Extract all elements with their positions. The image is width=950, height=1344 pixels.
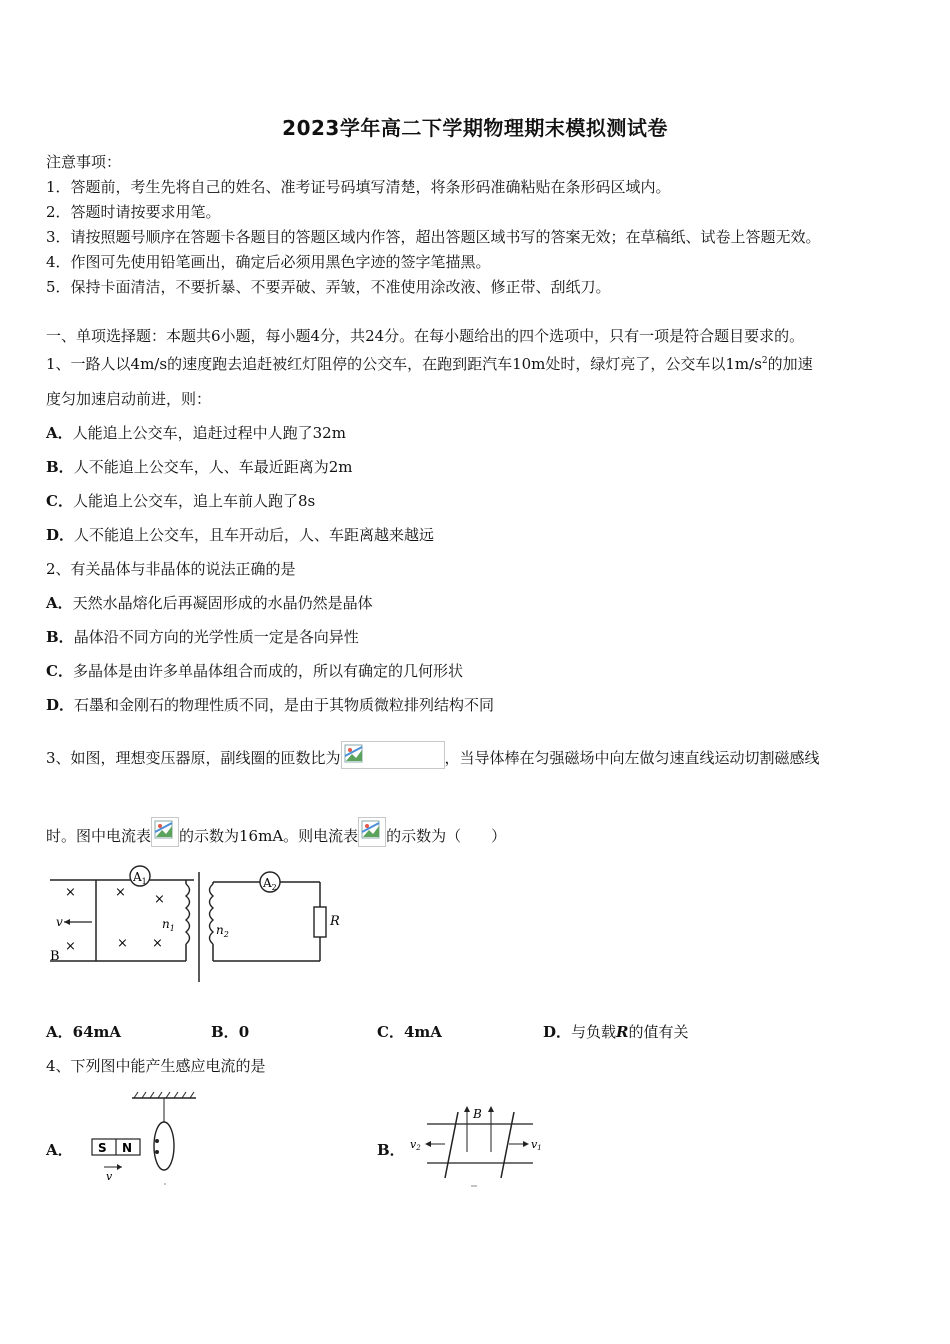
field-cross: × (154, 892, 165, 907)
q1-stem-cont: 度匀加速启动前进，则： (46, 390, 212, 408)
q1-option-c[interactable]: C．人能追上公交车，追上车前人跑了8s (46, 492, 316, 510)
q1-option-d[interactable]: D．人不能追上公交车，且车开动后，人、车距离越来越远 (46, 526, 435, 544)
q3-stem: 3、如图，理想变压器原，副线圈的匝数比为 ，当导体棒在匀强磁场中向左做匀速直线运动切割磁感线 (46, 741, 820, 769)
broken-image-icon (151, 817, 179, 847)
v2-label: v2 (410, 1138, 421, 1152)
field-cross: × (65, 939, 76, 954)
field-label: B (473, 1107, 482, 1121)
v1-label: v1 (531, 1138, 542, 1152)
magnet-coil-diagram (88, 1090, 208, 1190)
ammeter-1-label: $A_1$ (133, 870, 147, 886)
q4-stem: 4、下列图中能产生感应电流的是 (46, 1057, 266, 1075)
rails-rods-diagram (405, 1100, 550, 1190)
q2-stem: 2、有关晶体与非晶体的说法正确的是 (46, 560, 296, 578)
q2-option-c[interactable]: C．多晶体是由许多单晶体组合而成的，所以有确定的几何形状 (46, 662, 463, 680)
notice-item: 2．答题时请按要求用笔。 (46, 203, 221, 221)
magnet-n-label: N (122, 1141, 133, 1155)
q1-option-a[interactable]: A．人能追上公交车，追赶过程中人跑了32m (46, 424, 346, 442)
notice-item: 5．保持卡面清洁，不要折暴、不要弄破、弄皱，不准使用涂改液、修正带、刮纸刀。 (46, 278, 611, 296)
notice-heading: 注意事项： (46, 153, 122, 171)
transformer-circuit-diagram (44, 860, 344, 985)
field-cross: × (117, 936, 128, 951)
q2-option-b[interactable]: B．晶体沿不同方向的光学性质一定是各向异性 (46, 628, 359, 646)
q2-option-d[interactable]: D．石墨和金刚石的物理性质不同，是由于其物质微粒排列结构不同 (46, 696, 495, 714)
broken-image-icon (358, 817, 386, 847)
notice-item: 1．答题前，考生先将自己的姓名、准考证号码填写清楚，将条形码准确粘贴在条形码区域内。 (46, 178, 671, 196)
q2-option-a[interactable]: A．天然水晶熔化后再凝固形成的水晶仍然是晶体 (46, 594, 373, 612)
field-label: B (50, 949, 60, 964)
q3-option-b[interactable]: B．0 (211, 1023, 250, 1041)
notice-item: 3．请按照题号顺序在答题卡各题目的答题区域内作答，超出答题区域书写的答案无效；在草稿纸、试卷上答题无效。 (46, 228, 821, 246)
q1-option-b[interactable]: B．人不能追上公交车，人、车最近距离为2m (46, 458, 353, 476)
n2-label: $n_2$ (216, 923, 229, 939)
field-cross: × (65, 885, 76, 900)
n1-label: $n_1$ (162, 917, 175, 933)
q3-option-a[interactable]: A．64mA (46, 1023, 122, 1041)
ammeter-2-label: $A_2$ (263, 876, 277, 892)
q3-stem-cont: 时。图中电流表 的示数为16mA。则电流表 的示数为（ ） (46, 817, 506, 847)
field-cross: × (152, 936, 163, 951)
q4-option-b-label[interactable]: B． (377, 1141, 405, 1159)
velocity-label: v (106, 1170, 113, 1183)
q4-option-a-label[interactable]: A． (46, 1141, 73, 1159)
magnet-s-label: S (98, 1141, 107, 1155)
notice-item: 4．作图可先使用铅笔画出，确定后必须用黑色字迹的签字笔描黑。 (46, 253, 491, 271)
broken-image-icon (341, 741, 445, 769)
q3-option-c[interactable]: C．4mA (377, 1023, 442, 1041)
section-heading: 一、单项选择题：本题共6小题，每小题4分，共24分。在每小题给出的四个选项中，只有一项是符合题目要求的。 (46, 327, 805, 345)
resistor-label: R (330, 914, 340, 929)
field-cross: × (115, 885, 126, 900)
q3-option-d[interactable]: D．与负载R的值有关 (543, 1023, 689, 1041)
page-title: 2023学年高二下学期物理期末模拟测试卷 (282, 116, 668, 140)
velocity-label: v (56, 915, 63, 929)
q1-stem: 1、一路人以4m/s的速度跑去追赶被红灯阻停的公交车，在跑到距汽车10m处时，绿灯亮了，公交车以$1m/s^2$的加速 (46, 355, 813, 373)
